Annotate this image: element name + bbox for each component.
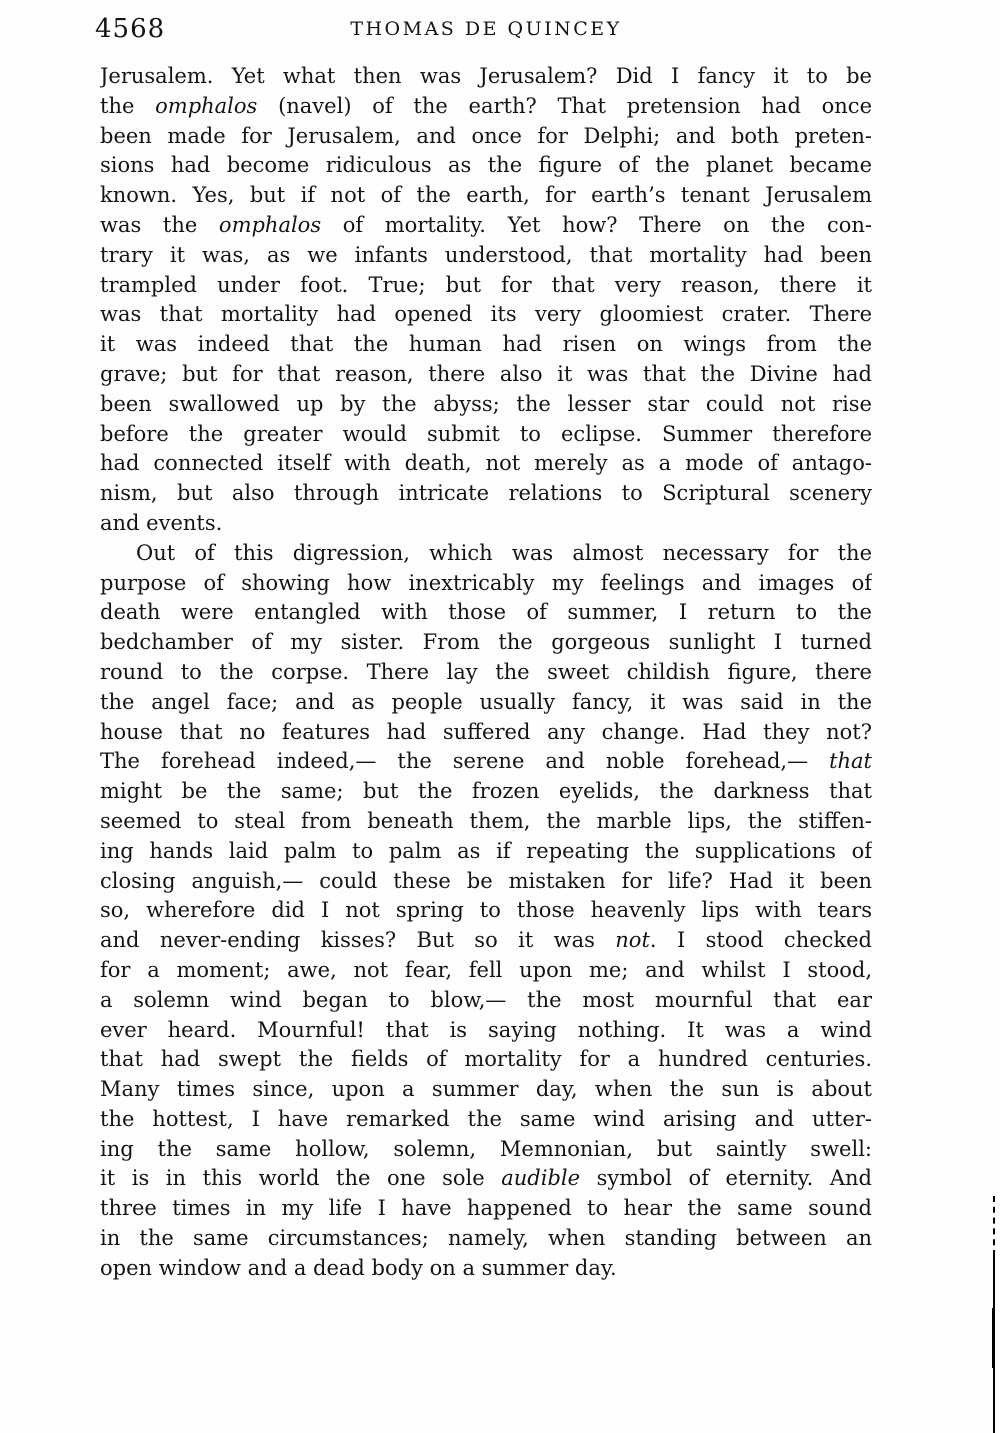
text-segment: sions had become ridiculous as the figure of the planet became xyxy=(100,153,872,178)
text-line xyxy=(100,986,872,1016)
text-segment: a solemn wind began to blow,— the most mournful that ear xyxy=(100,987,872,1012)
text-segment: Many times since, upon a summer day, when the sun is about xyxy=(100,1077,872,1102)
text-segment: three times in my life I have happened to hear the same sound xyxy=(100,1196,872,1221)
italic-text: omphalos xyxy=(218,212,322,237)
text-line xyxy=(100,1164,872,1194)
page-number: 4568 xyxy=(95,14,166,44)
text-segment: ing the same hollow, solemn, Memnonian, but saintly swell: xyxy=(100,1136,872,1161)
text-line xyxy=(100,1075,872,1105)
text-line xyxy=(100,211,872,241)
scan-artifact-thick-line xyxy=(992,1308,995,1368)
text-segment: known. Yes, but if not of the earth, for earth’s tenant Jerusalem xyxy=(100,183,872,208)
text-segment: purpose of showing how inextricably my feelings and images of xyxy=(100,570,872,595)
text-line xyxy=(100,360,872,390)
text-line xyxy=(100,479,872,509)
text-segment: (navel) of the earth? That pretension had once xyxy=(257,93,872,118)
italic-text: not xyxy=(615,928,650,953)
text-line xyxy=(100,1224,872,1254)
text-segment: symbol of eternity. And xyxy=(580,1166,872,1191)
text-line xyxy=(100,807,872,837)
text-line xyxy=(100,539,872,569)
text-line xyxy=(100,1105,872,1135)
text-line xyxy=(100,1194,872,1224)
text-line xyxy=(100,598,872,628)
text-segment: The forehead indeed,— the serene and noble forehead,— xyxy=(100,749,830,774)
scan-artifact-dashed-line xyxy=(993,1196,995,1256)
text-line xyxy=(100,628,872,658)
italic-text: that xyxy=(829,749,872,774)
text-line xyxy=(100,867,872,897)
text-segment: seemed to steal from beneath them, the marble lips, the stiffen- xyxy=(100,808,872,833)
text-segment: trary it was, as we infants understood, that mortality had been xyxy=(100,242,872,267)
text-line xyxy=(100,62,872,92)
text-line xyxy=(100,181,872,211)
text-segment: might be the same; but the frozen eyelids, the darkness that xyxy=(100,779,872,804)
text-segment: ing hands laid palm to palm as if repeating the supplications of xyxy=(100,838,872,863)
text-segment: it was indeed that the human had risen on wings from the xyxy=(100,332,872,357)
text-segment: closing anguish,— could these be mistaken for life? Had it been xyxy=(100,868,872,893)
text-segment: been swallowed up by the abyss; the lesser star could not rise xyxy=(100,391,872,416)
text-line xyxy=(100,1254,872,1284)
italic-text: audible xyxy=(501,1166,581,1191)
text-line xyxy=(100,569,872,599)
text-line xyxy=(100,122,872,152)
text-segment: trampled under foot. True; but for that very reason, there it xyxy=(100,272,872,297)
text-line xyxy=(100,509,872,539)
page-body xyxy=(100,62,872,1284)
text-segment: Jerusalem. Yet what then was Jerusalem? Did I fancy it to be xyxy=(100,64,872,88)
text-line xyxy=(100,837,872,867)
text-segment: that had swept the fields of mortality for a hundred centuries. xyxy=(100,1047,872,1072)
text-segment: the xyxy=(100,93,156,118)
text-segment: Out of this digression, which was almost necessary for the xyxy=(136,540,872,565)
text-segment: house that no features had suffered any change. Had they not? xyxy=(100,719,872,744)
text-segment: of mortality. Yet how? There on the con- xyxy=(321,212,872,237)
text-segment: round to the corpse. There lay the sweet childish figure, there xyxy=(100,659,872,684)
text-line xyxy=(100,241,872,271)
text-segment: death were entangled with those of summer, I return to the xyxy=(100,600,872,625)
text-segment: it is in this world the one sole xyxy=(100,1166,502,1191)
text-segment: in the same circumstances; namely, when standing between an xyxy=(100,1226,872,1251)
text-segment: grave; but for that reason, there also it was that the Divine had xyxy=(100,361,872,386)
text-segment: and never-ending kisses? But so it was xyxy=(100,928,616,953)
text-line xyxy=(100,1016,872,1046)
text-line xyxy=(100,926,872,956)
text-line xyxy=(100,688,872,718)
text-segment: so, wherefore did I not spring to those heavenly lips with tears xyxy=(100,898,872,923)
text-segment: been made for Jerusalem, and once for Delphi; and both preten- xyxy=(100,123,872,148)
text-segment: . I stood checked xyxy=(649,928,872,953)
text-line xyxy=(100,747,872,777)
text-line xyxy=(100,271,872,301)
text-segment: the hottest, I have remarked the same wind arising and utter- xyxy=(100,1106,872,1131)
italic-text: omphalos xyxy=(155,93,258,118)
text-segment: and events. xyxy=(100,510,223,535)
text-line xyxy=(100,300,872,330)
text-line xyxy=(100,956,872,986)
text-line xyxy=(100,390,872,420)
text-segment: for a moment; awe, not fear, fell upon me; and whilst I stood, xyxy=(100,957,872,982)
text-line xyxy=(100,1045,872,1075)
text-line xyxy=(100,777,872,807)
text-line xyxy=(100,896,872,926)
text-line xyxy=(100,718,872,748)
text-segment: the angel face; and as people usually fancy, it was said in the xyxy=(100,689,872,714)
text-segment: had connected itself with death, not merely as a mode of antago- xyxy=(100,451,872,476)
text-line xyxy=(100,420,872,450)
text-line xyxy=(100,92,872,122)
text-segment: nism, but also through intricate relations to Scriptural scenery xyxy=(100,481,872,506)
text-segment: before the greater would submit to eclipse. Summer therefore xyxy=(100,421,872,446)
text-line xyxy=(100,330,872,360)
text-segment: bedchamber of my sister. From the gorgeous sunlight I turned xyxy=(100,630,872,655)
text-line xyxy=(100,1135,872,1165)
text-segment: ever heard. Mournful! that is saying nothing. It was a wind xyxy=(100,1017,872,1042)
running-header: THOMAS DE QUINCEY xyxy=(350,18,622,40)
text-segment: was that mortality had opened its very gloomiest crater. There xyxy=(100,302,872,327)
text-segment: open window and a dead body on a summer day. xyxy=(100,1255,617,1280)
text-segment: was the xyxy=(100,212,219,237)
text-line xyxy=(100,151,872,181)
text-line xyxy=(100,449,872,479)
text-line xyxy=(100,658,872,688)
